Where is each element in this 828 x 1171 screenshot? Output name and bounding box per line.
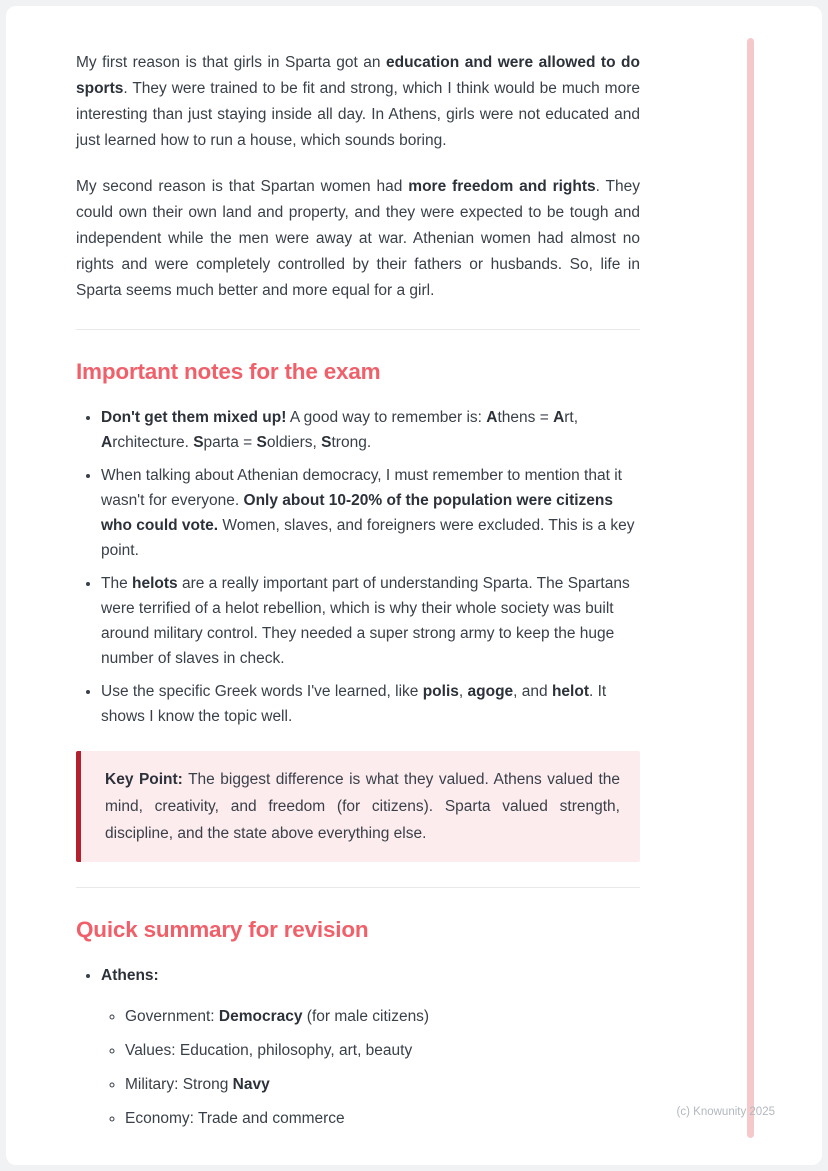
list-item: • The helots are a really important part of understanding Sparta. The Spartans were terrified of a helot rebellion, which is why their whole society was built around military control. They needed a super strong army to keep the huge number of slaves in check. — [101, 571, 640, 671]
exam-notes-list — [76, 405, 640, 729]
list-item-athens — [101, 963, 640, 1131]
list-item: • When talking about Athenian democracy, I must remember to mention that it wasn't for everyone. Only about 10-20% of the population were citizens who could vote. Women, slaves, and foreigners were excluded. This is a key point. — [101, 463, 640, 563]
section-heading-exam-notes: Important notes for the exam — [76, 359, 381, 384]
section-divider — [76, 887, 640, 888]
section-heading-summary: Quick summary for revision — [76, 917, 369, 942]
watermark: (c) Knowunity 2025 — [676, 1106, 775, 1118]
section-divider — [76, 329, 640, 330]
list-item: • Don't get them mixed up! A good way to remember is: Athens = Art, Architecture. Sparta = Soldiers, Strong. — [101, 405, 640, 455]
document-content — [76, 50, 640, 1140]
callout-text: Key Point: The biggest difference is what they valued. Athens valued the mind, creativity, and freedom (for citizens). Sparta valued strength, discipline, and the state above everything else. — [105, 771, 620, 842]
list-item: ◦ Military: Strong Navy — [125, 1072, 640, 1097]
athens-label: Athens: — [101, 967, 159, 984]
summary-list — [76, 963, 640, 1131]
athens-sub-list — [101, 1004, 640, 1131]
key-point-callout — [76, 751, 640, 862]
list-item: ◦ Economy: Trade and commerce — [125, 1106, 640, 1131]
list-item: ◦ Values: Education, philosophy, art, beauty — [125, 1038, 640, 1063]
page-edge-stripe — [747, 38, 754, 1138]
document-page — [6, 6, 822, 1165]
list-item: • Use the specific Greek words I've learned, like polis, agoge, and helot. It shows I know the topic well. — [101, 679, 640, 729]
body-paragraph-2: My second reason is that Spartan women had more freedom and rights. They could own their own land and property, and they were expected to be tough and independent while the men were away at war. Athenian women had almost no rights and were completely controlled by their fathers or husbands. So, life in Sparta seems much better and more equal for a girl. — [76, 178, 640, 299]
body-paragraph-1: My first reason is that girls in Sparta got an education and were allowed to do sports. They were trained to be fit and strong, which I think would be much more interesting than just staying inside all day. In Athens, girls were not educated and just learned how to run a house, which sounds boring. — [76, 54, 640, 149]
list-item: ◦ Government: Democracy (for male citizens) — [125, 1004, 640, 1029]
